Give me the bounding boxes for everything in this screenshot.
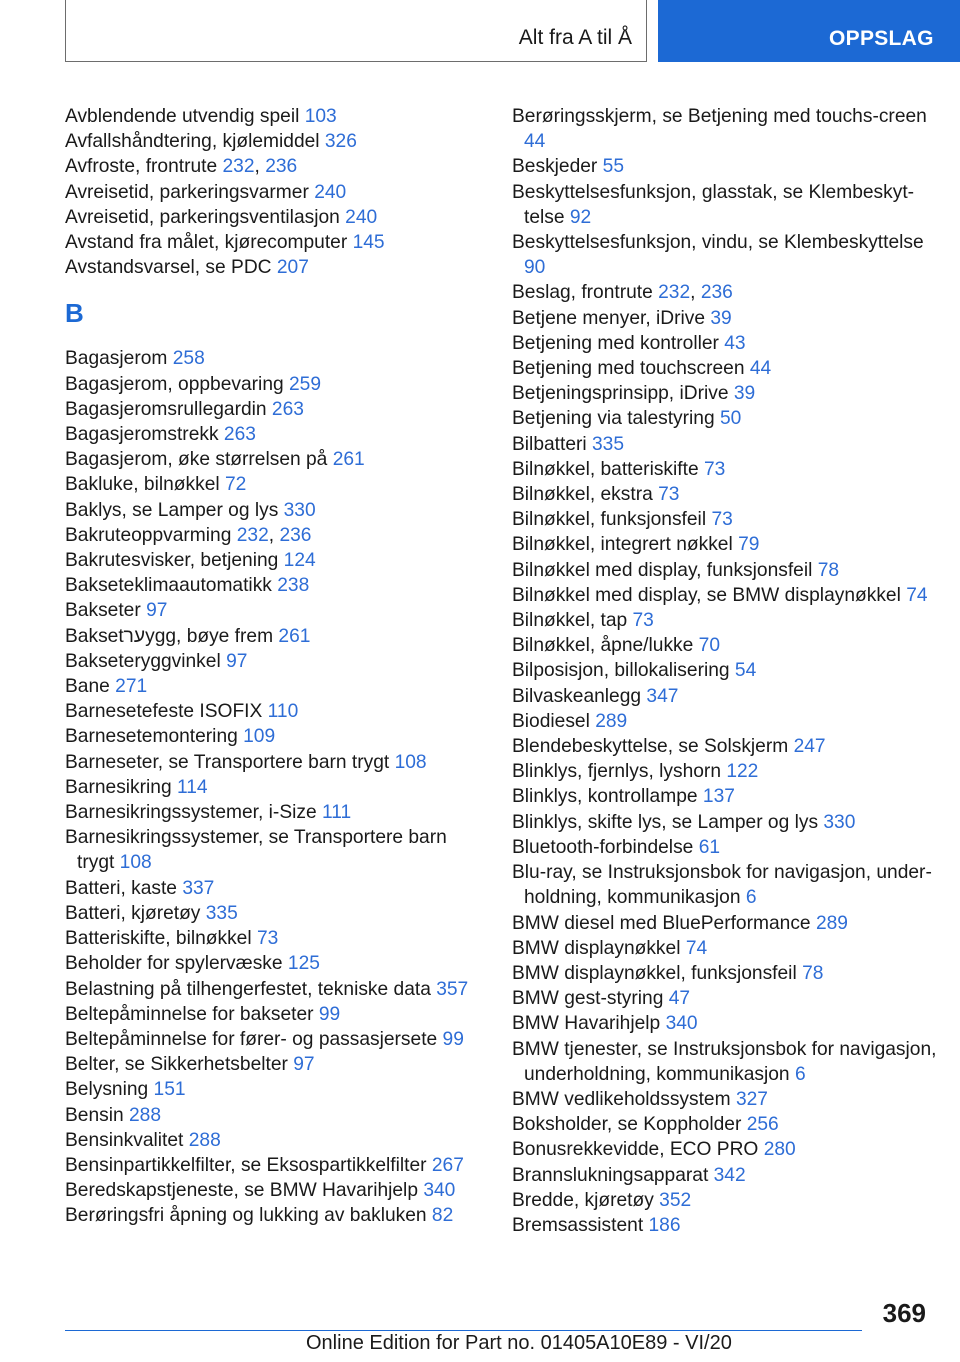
index-entry — [512, 432, 942, 457]
index-entry-text: Blinklys, skifte lys, se Lamper og lys — [512, 811, 819, 833]
index-entry-text: Baklys, se Lamper og lys — [65, 499, 279, 521]
index-entry — [512, 1037, 942, 1087]
page-link[interactable]: 335 — [205, 902, 238, 924]
page-link[interactable]: 111 — [322, 802, 352, 824]
page-link[interactable]: 6 — [745, 887, 757, 909]
index-entry — [65, 724, 485, 749]
index-entry — [512, 104, 942, 154]
page-link[interactable]: 207 — [276, 257, 309, 279]
index-entry-text: Belastning på tilhengerfestet, tekniske data — [65, 978, 431, 1000]
page-link[interactable]: 326 — [324, 131, 357, 153]
index-entry-text: BMW displaynøkkel, funksjonsfeil — [512, 962, 797, 984]
index-entry-text: Berøringsfri åpning og lukking av bakluken — [65, 1205, 427, 1227]
index-entry-text: Batteri, kaste — [65, 877, 177, 899]
index-entry-text: Barnesikringssystemer, i-Size — [65, 802, 317, 824]
index-entry — [512, 784, 942, 809]
index-entry — [65, 1203, 485, 1228]
page-link[interactable]: 335 — [592, 433, 625, 455]
index-entry-text: BMW gest-styring — [512, 988, 664, 1010]
index-entry-text: Bane — [65, 676, 110, 698]
page-link[interactable]: 50 — [720, 408, 742, 430]
index-entry-text: Bilnøkkel med display, funksjonsfeil — [512, 559, 813, 581]
index-entry — [65, 1153, 485, 1178]
page-link[interactable]: 97 — [146, 600, 168, 622]
page-link[interactable]: 39 — [710, 307, 732, 329]
index-entry — [512, 936, 942, 961]
index-entry — [65, 624, 485, 649]
index-entry-text: BMW displaynøkkel — [512, 937, 681, 959]
index-entry — [512, 608, 942, 633]
index-entry-text: Bluetooth-forbindelse — [512, 836, 694, 858]
page-link[interactable]: 54 — [734, 660, 757, 682]
index-entry — [512, 1188, 942, 1213]
index-entry — [65, 548, 485, 573]
page-link[interactable]: 232 — [236, 524, 269, 546]
page-link[interactable]: 92 — [569, 206, 592, 228]
index-entry-text: Berøringsskjerm, se Betjening med touchs-creen — [512, 106, 927, 127]
index-entry-text: Bonusrekkevidde, ECO PRO — [512, 1139, 759, 1161]
index-entry — [512, 734, 942, 759]
page-link[interactable]: 263 — [223, 424, 256, 446]
index-entry-text: Beltepåminnelse for bakseter — [65, 1003, 314, 1025]
index-entry-text: Bagasjerom, øke størrelsen på — [65, 449, 328, 471]
page-link[interactable]: 108 — [119, 852, 152, 874]
index-entry — [512, 658, 942, 683]
index-entry — [65, 1128, 485, 1153]
page-link[interactable]: 240 — [345, 206, 378, 228]
page-link[interactable]: 73 — [711, 509, 733, 531]
index-entry-text: Betjening via talestyring — [512, 408, 715, 430]
page-link[interactable]: 79 — [738, 534, 760, 556]
index-entry — [65, 674, 485, 699]
index-column-right — [512, 104, 942, 1238]
index-entry — [65, 255, 485, 280]
index-entry — [65, 1052, 485, 1077]
index-entry-text: Barneseter, se Transportere barn trygt — [65, 751, 390, 773]
index-entry-text: Barnesikring — [65, 776, 172, 798]
index-entry-text: Belysning — [65, 1079, 149, 1101]
index-entry-text: Bilnøkkel, integrert nøkkel — [512, 534, 733, 556]
page-link[interactable]: 247 — [793, 736, 826, 758]
page-link[interactable]: 236 — [265, 156, 298, 178]
index-entry-text: Beholder for spylervæske — [65, 953, 283, 975]
index-entry — [512, 331, 942, 356]
index-entry-text: Blinklys, fjernlys, lyshorn — [512, 761, 721, 783]
index-entry-text: Bilbatteri — [512, 433, 587, 455]
index-entry-text: Bilnøkkel, batteriskifte — [512, 458, 699, 480]
index-entry-text: Avstand fra målet, kjørecomputer — [65, 232, 348, 254]
page-link[interactable]: 288 — [129, 1104, 162, 1126]
index-entry — [512, 230, 942, 280]
index-entry — [512, 280, 942, 305]
index-entry — [512, 1112, 942, 1137]
page-number: 369 — [882, 1298, 926, 1328]
index-entry — [65, 825, 485, 875]
index-entry — [65, 649, 485, 674]
page-link[interactable]: 74 — [685, 937, 708, 959]
page-link[interactable]: 186 — [648, 1214, 681, 1236]
page-link[interactable]: 6 — [794, 1063, 806, 1085]
index-entry — [65, 472, 485, 497]
index-entry — [512, 1213, 942, 1238]
index-entry — [65, 372, 485, 397]
index-entry — [512, 986, 942, 1011]
index-entry-text: Bakrutesvisker, betjening — [65, 550, 279, 572]
page-link[interactable]: 337 — [182, 877, 215, 899]
page-link[interactable]: 122 — [726, 761, 759, 783]
index-entry-text: Bagasjerom, oppbevaring — [65, 373, 284, 395]
index-entry-text: Beslag, frontrute — [512, 282, 653, 304]
page-link[interactable]: 280 — [763, 1139, 796, 1161]
page-link[interactable]: 55 — [602, 156, 625, 178]
index-entry — [65, 573, 485, 598]
page-link[interactable]: 43 — [724, 332, 746, 354]
index-entry — [65, 699, 485, 724]
index-entry — [65, 977, 485, 1002]
index-entry-text: Betjening med kontroller — [512, 332, 719, 354]
page-link[interactable]: 240 — [314, 181, 347, 203]
index-entry-text: Baksetערygg, bøye frem — [65, 625, 274, 647]
page-link[interactable]: 330 — [283, 499, 316, 521]
index-entry-text: Blendebeskyttelse, se Solskjerm — [512, 736, 789, 758]
index-entry — [512, 482, 942, 507]
index-entry-text: Avfallshåndtering, kjølemiddel — [65, 131, 320, 153]
index-entry — [512, 154, 942, 179]
page-link[interactable]: 232 — [222, 156, 255, 178]
index-entry-text: Beltepåminnelse for fører- og passasjersete — [65, 1028, 438, 1050]
index-entry — [65, 1027, 485, 1052]
index-entry — [65, 951, 485, 976]
page-link[interactable]: 72 — [224, 474, 247, 496]
page-link[interactable]: 97 — [293, 1054, 315, 1076]
page-link[interactable]: 99 — [318, 1003, 341, 1025]
index-entry — [65, 926, 485, 951]
index-entry — [512, 381, 942, 406]
index-entry-text: Betjene menyer, iDrive — [512, 307, 706, 329]
index-entry — [512, 507, 942, 532]
index-entry-text: Bredde, kjøretøy — [512, 1189, 654, 1211]
footer-edition: Online Edition for Part no. 01405A10E89 - VI/20 — [306, 1332, 732, 1354]
index-entry — [512, 1137, 942, 1162]
index-entry-text: Boksholder, se Koppholder — [512, 1114, 742, 1136]
index-entry-text: Beskjeder — [512, 156, 598, 178]
index-entry — [65, 180, 485, 205]
page-link[interactable]: 70 — [698, 635, 720, 657]
index-entry-text: Bagasjeromsrullegardin — [65, 398, 267, 420]
index-entry — [65, 498, 485, 523]
page-link[interactable]: 236 — [700, 282, 733, 304]
footer-divider — [65, 1330, 862, 1331]
index-entry-text: Bagasjeromstrekk — [65, 424, 219, 446]
index-entry-text: Avreisetid, parkeringsventilasjon — [65, 206, 340, 228]
page-link[interactable]: 259 — [289, 373, 322, 395]
page-link[interactable]: 145 — [352, 232, 385, 254]
index-entry — [512, 684, 942, 709]
index-entry-text: Bilnøkkel med display, se BMW displaynøkkel — [512, 584, 901, 606]
index-entry-text: Bremsassistent — [512, 1214, 644, 1236]
page-link[interactable]: 151 — [153, 1079, 186, 1101]
index-entry — [512, 709, 942, 734]
index-entry-text: Barnesetemontering — [65, 726, 238, 748]
index-entry-text: Belter, se Sikkerhetsbelter — [65, 1054, 288, 1076]
index-entry — [512, 633, 942, 658]
index-entry — [512, 1011, 942, 1036]
index-entry-text: Blinklys, kontrollampe — [512, 786, 698, 808]
page-link[interactable]: 78 — [817, 559, 840, 581]
index-entry — [65, 523, 485, 548]
page-link[interactable]: 347 — [646, 685, 679, 707]
page-link[interactable]: 232 — [658, 282, 691, 304]
index-entry-text: BMW Havarihjelp — [512, 1013, 661, 1035]
page-link[interactable]: 340 — [423, 1180, 456, 1202]
index-entry — [512, 356, 942, 381]
index-entry — [65, 129, 485, 154]
index-entry-text: Bilnøkkel, tap — [512, 610, 628, 632]
page-link[interactable]: 110 — [267, 701, 299, 723]
index-entry-text: BMW tjenester, se Instruksjonsbok for navigasjon, underholdning, kommunikasjon — [512, 1038, 937, 1085]
index-entry-text: Betjening med touchscreen — [512, 358, 745, 380]
page-link[interactable]: 236 — [279, 524, 312, 546]
page-link[interactable]: 289 — [815, 912, 848, 934]
index-entry — [65, 104, 485, 129]
page-link[interactable]: 114 — [177, 776, 208, 798]
index-entry — [512, 306, 942, 331]
index-entry — [512, 911, 942, 936]
page-separator: , — [268, 524, 275, 546]
index-entry — [65, 598, 485, 623]
index-entry-text: Bilposisjon, billokalisering — [512, 660, 730, 682]
page-link[interactable]: 73 — [632, 610, 654, 632]
tab-oppslag-label: OPPSLAG — [829, 27, 934, 50]
page-link[interactable]: 327 — [735, 1088, 768, 1110]
index-entry — [65, 154, 485, 179]
index-entry — [65, 1178, 485, 1203]
index-entry — [65, 1002, 485, 1027]
index-entry-text: Brannslukningsapparat — [512, 1164, 709, 1186]
page-link[interactable]: 97 — [226, 650, 248, 672]
page-link[interactable]: 267 — [431, 1154, 464, 1176]
header-section-box — [65, 0, 647, 62]
index-entry — [65, 346, 485, 371]
index-entry-text: Bilvaskeanlegg — [512, 685, 642, 707]
index-entry — [65, 876, 485, 901]
page-link[interactable]: 90 — [524, 257, 546, 279]
index-entry-text: Batteri, kjøretøy — [65, 902, 201, 924]
page-link[interactable]: 263 — [271, 398, 304, 420]
index-entry — [65, 1103, 485, 1128]
index-entry — [512, 532, 942, 557]
index-entry-text: Avblendende utvendig speil — [65, 106, 300, 127]
page-link[interactable]: 99 — [442, 1028, 464, 1050]
index-entry-text: Barnesetefeste ISOFIX — [65, 701, 263, 723]
footer — [306, 1332, 732, 1355]
page-link[interactable]: 47 — [668, 988, 691, 1010]
page-link[interactable]: 82 — [431, 1205, 454, 1227]
index-entry — [512, 180, 942, 230]
page-separator: , — [254, 156, 260, 178]
index-entry — [512, 406, 942, 431]
index-entry — [512, 558, 942, 583]
index-entry-text: Bakseteryggvinkel — [65, 650, 221, 672]
page-link[interactable]: 108 — [394, 751, 427, 773]
page-link[interactable]: 288 — [188, 1129, 221, 1151]
page-link[interactable]: 74 — [906, 584, 928, 606]
index-entry-text: Bakruteoppvarming — [65, 524, 232, 546]
page-link[interactable]: 271 — [115, 676, 148, 698]
index-entry-text: Bensinkvalitet — [65, 1129, 184, 1151]
index-entry — [512, 810, 942, 835]
page-link[interactable]: 256 — [746, 1114, 779, 1136]
index-entry-text: Barnesikringssystemer, se Transportere barn trygt — [65, 827, 447, 874]
index-entry — [65, 447, 485, 472]
index-entry-text: Batteriskifte, bilnøkkel — [65, 928, 252, 950]
page-link[interactable]: 78 — [802, 962, 824, 984]
section-title: Alt fra A til Å — [518, 26, 632, 49]
index-entry — [512, 860, 942, 910]
index-entry-text: Bilnøkkel, åpne/lukke — [512, 635, 694, 657]
page-link[interactable]: 124 — [283, 550, 316, 572]
index-entry-text: Beredskapstjeneste, se BMW Havarihjelp — [65, 1180, 418, 1202]
page-link[interactable]: 44 — [749, 358, 772, 380]
index-entry — [65, 901, 485, 926]
page-link[interactable]: 261 — [332, 449, 365, 471]
page-link[interactable]: 261 — [278, 625, 311, 647]
index-entry-text: Beskyttelsesfunksjon, glasstak, se Klembeskyttelse — [512, 181, 915, 228]
page-link[interactable]: 73 — [703, 458, 726, 480]
page-link[interactable]: 357 — [436, 978, 469, 1000]
page-link[interactable]: 352 — [659, 1189, 692, 1211]
page-link[interactable]: 289 — [595, 710, 628, 732]
index-entry-text: Bensin — [65, 1104, 124, 1126]
index-entry — [512, 759, 942, 784]
index-entry-text: Biodiesel — [512, 710, 590, 732]
page-link[interactable]: 73 — [256, 928, 279, 950]
index-entry-text: Bilnøkkel, ekstra — [512, 484, 653, 506]
index-entry-text: Avstandsvarsel, se PDC — [65, 257, 272, 279]
index-entry-text: Bakluke, bilnøkkel — [65, 474, 220, 496]
index-entry-text: Bakseteklimaautomatikk — [65, 575, 272, 597]
index-entry — [65, 422, 485, 447]
index-entry — [512, 583, 942, 608]
page-separator: , — [690, 282, 696, 304]
page-link[interactable]: 39 — [733, 383, 756, 405]
index-entry — [65, 1077, 485, 1102]
page-link[interactable]: 340 — [665, 1013, 698, 1035]
index-entry — [512, 457, 942, 482]
index-entry-text: Betjeningsprinsipp, iDrive — [512, 383, 729, 405]
index-entry-text: BMW diesel med BluePerformance — [512, 912, 811, 934]
index-entry-text: Bakseter — [65, 600, 141, 622]
index-letter-heading: B — [65, 298, 84, 329]
index-entry — [65, 205, 485, 230]
page-link[interactable]: 330 — [823, 811, 856, 833]
page-link[interactable]: 109 — [243, 726, 276, 748]
index-entry-text: BMW vedlikeholdssystem — [512, 1088, 731, 1110]
index-entry — [512, 1163, 942, 1188]
index-entry — [65, 750, 485, 775]
index-entry-text: Avfroste, frontrute — [65, 156, 218, 178]
page-link[interactable]: 61 — [698, 836, 721, 858]
page-link[interactable]: 125 — [287, 953, 320, 975]
page-link[interactable]: 258 — [172, 348, 205, 370]
page-link[interactable]: 342 — [713, 1164, 746, 1186]
index-entry-text: Bilnøkkel, funksjonsfeil — [512, 509, 707, 531]
page-link[interactable]: 238 — [277, 575, 310, 597]
page-link[interactable]: 103 — [304, 106, 337, 127]
index-entry-text: Beskyttelsesfunksjon, vindu, se Klembeskyttelse — [512, 232, 924, 254]
index-entry — [512, 1087, 942, 1112]
index-entry — [512, 835, 942, 860]
index-entry — [65, 230, 485, 255]
index-entry-text: Bensinpartikkelfilter, se Eksospartikkelfilter — [65, 1154, 427, 1176]
index-entry-text: Blu-ray, se Instruksjonsbok for navigasjon, underholdning, kommunikasjon — [512, 862, 932, 909]
index-column-left — [65, 104, 485, 1229]
index-entry — [65, 397, 485, 422]
page-link[interactable]: 137 — [702, 786, 735, 808]
page-link[interactable]: 44 — [524, 131, 546, 153]
index-entry — [65, 800, 485, 825]
index-entry — [65, 775, 485, 800]
index-entry-text: Bagasjerom — [65, 348, 168, 370]
tab-oppslag[interactable] — [658, 0, 960, 62]
index-entry — [512, 961, 942, 986]
page-link[interactable]: 73 — [658, 484, 680, 506]
index-entry-text: Avreisetid, parkeringsvarmer — [65, 181, 309, 203]
